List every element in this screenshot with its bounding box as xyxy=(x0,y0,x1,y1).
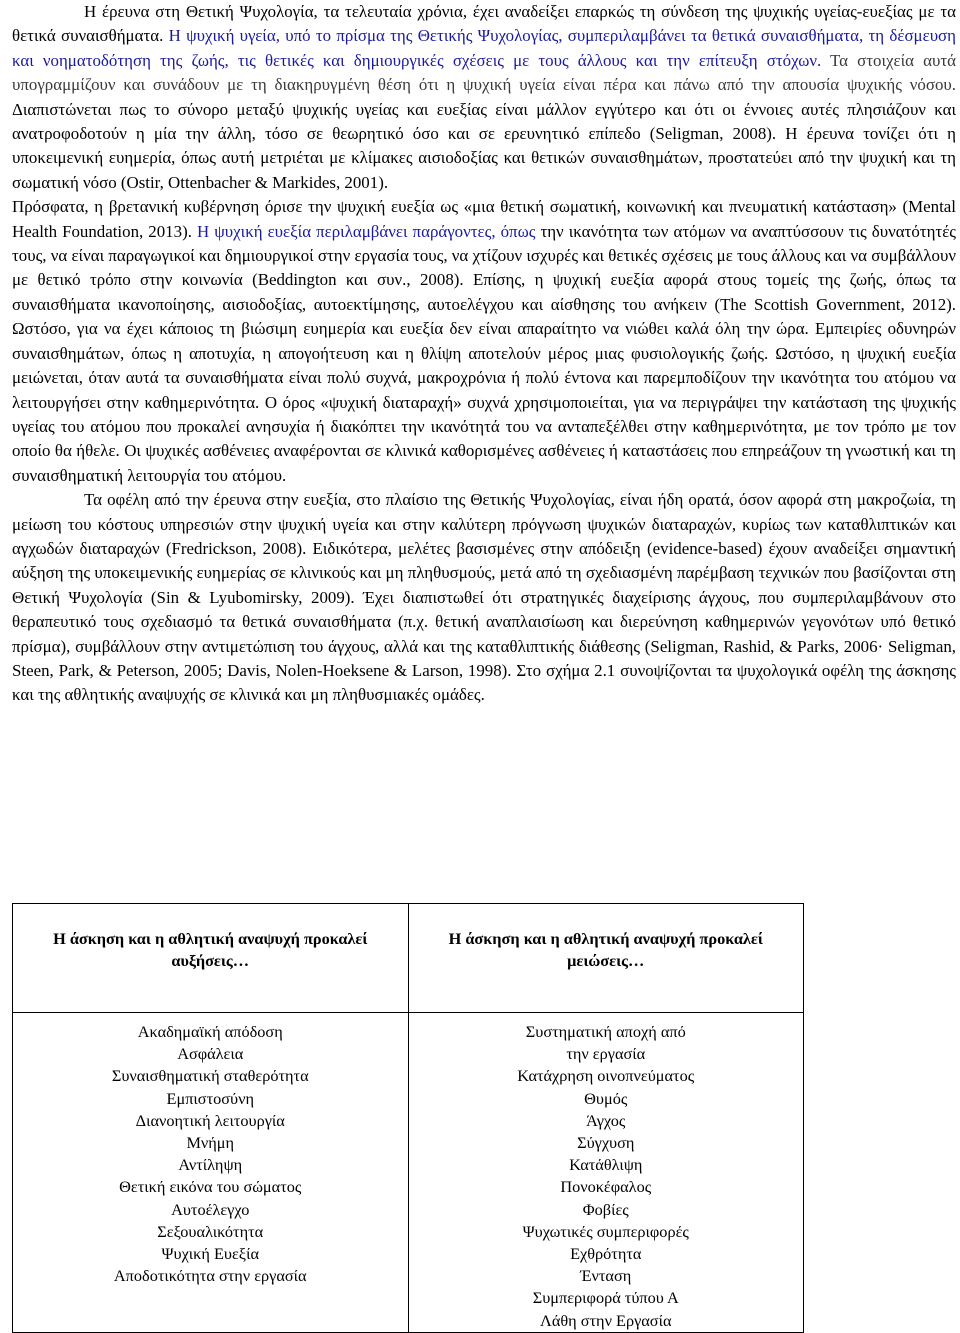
list-item: Αυτοέλεγχο xyxy=(171,1199,250,1219)
list-item: την εργασία xyxy=(566,1044,646,1064)
document-page xyxy=(12,0,956,1330)
list-item: Σεξουαλικότητα xyxy=(157,1221,264,1241)
list-item: Ένταση xyxy=(580,1266,632,1286)
decreases-list xyxy=(408,1013,804,1333)
list-item: Διανοητική λειτουργία xyxy=(135,1110,285,1130)
list-item: Αντίληψη xyxy=(178,1155,243,1175)
list-item: Ψυχική Ευεξία xyxy=(161,1244,259,1264)
list-item: Πονοκέφαλος xyxy=(560,1177,652,1197)
list-item: Εμπιστοσύνη xyxy=(166,1088,254,1108)
list-item: Ακαδημαϊκή απόδοση xyxy=(137,1022,283,1041)
table-body-row xyxy=(13,1013,804,1333)
list-item: Λάθη στην Εργασία xyxy=(540,1310,672,1330)
list-item: Αποδοτικότητα στην εργασία xyxy=(113,1266,307,1286)
list-item: Θετική εικόνα του σώματος xyxy=(119,1177,302,1197)
list-item: Εχθρότητα xyxy=(570,1244,642,1264)
list-item: Φοβίες xyxy=(582,1199,629,1219)
list-item: Άγχος xyxy=(586,1110,626,1130)
list-item: Μνήμη xyxy=(186,1133,235,1153)
list-item: Συμπεριφορά τύπου Α xyxy=(532,1288,679,1308)
paragraph-wellbeing xyxy=(12,195,956,488)
increases-header: Η άσκηση και η αθλητική αναψυχή προκαλεί αυξήσεις… xyxy=(13,904,409,1013)
list-item: Ασφάλεια xyxy=(177,1044,244,1064)
increases-list xyxy=(13,1013,409,1333)
list-item: Κατάχρηση οινοπνεύματος xyxy=(517,1066,695,1086)
paragraph-mental-health xyxy=(12,0,956,195)
decreases-header: Η άσκηση και η αθλητική αναψυχή προκαλεί μειώσεις… xyxy=(408,904,804,1013)
list-item: Ψυχωτικές συμπεριφορές xyxy=(522,1221,689,1241)
list-item: Συναισθηματική σταθερότητα xyxy=(111,1066,309,1086)
sentence: Τα στοιχεία αυτά υπογραμμίζουν και συνάδουν με τη διακηρυγμένη θέση ότι η ψυχική υγεία είναι πέρα και πάνω από την απουσία ψυχικής νόσου. xyxy=(12,50,956,95)
list-item: Κατάθλιψη xyxy=(569,1155,643,1175)
sentence: Η έρευνα τονίζει ότι η υποκειμενική ευημερία, όπως αυτή μετριέται με κλίμακες αισιοδοξίας και θετικών συναισθημάτων, προστατεύει από την ψυχική και τη σωματική νόσο (Ostir, Ottenbacher & Markides, 2001). xyxy=(12,124,956,192)
sentence: Πρόσφατα, η βρετανική κυβέρνηση όρισε την ψυχική ευεξία ως «μια θετική σωματική, κοινωνική και πνευματική κατάσταση» (Mental Health Foundation, 2013). xyxy=(12,197,956,241)
sentence: Διαπιστώνεται πως το σύνορο μεταξύ ψυχικής υγείας και ευεξίας είναι μάλλον εγγύτερο και ότι οι έννοιες αυτές πλησιάζουν και ανατροφοδοτούν η μία την άλλη, τόσο σε θεωρητικό όσο και σε ερευνητικό επίπεδο (Seligman, 2008). xyxy=(12,99,956,144)
sentence: Η ψυχική ευεξία περιλαμβάνει παράγοντες, όπως xyxy=(196,221,541,241)
paragraph-benefits: Τα οφέλη από την έρευνα στην ευεξία, στο πλαίσιο της Θετικής Ψυχολογίας, είναι ήδη ορατά, όσον αφορά στη μακροζωία, τη μείωση του κόστους υπηρεσιών στην ψυχική υγεία και στην καλύτερη πρόγνωση ψυχικών διαταραχών, κυρίως των καταθλιπτικών και αγχωδών διαταραχών (Fredrickson, 2008). Ειδικότερα, μελέτες βασισμένες στην απόδειξη (evidence-based) έχουν αναδείξει σημαντική αύξηση της υποκειμενικής ευημερίας σε κλινικούς και μη πληθυσμούς, μετά από τη σχεδιασμένη παρέμβαση τεχνικών που βασίζονται στη Θετική Ψυχολογία (Sin & Lyubomirsky, 2009). Έχει διαπιστωθεί ότι στρατηγικές διαχείρισης άγχους, που συμπεριλαμβάνουν στο θεραπευτικό τους σχεδιασμό τα θετικά συναισθήματα (π.χ. θετική αναπλαισίωση και διερεύνηση καθημερινών γεγονότων υπό θετικό πρίσμα), συμβάλλουν στην αντιμετώπιση του άγχους, αλλά και της καταθλιπτικής διάθεσης (Seligman, Rashid, & Parks, 2006· Seligman, Steen, Park, & Peterson, 2005; Davis, Nolen-Hoeksene & Larson, 1998). Στο σχήμα 2.1 συνοψίζονται τα ψυχολογικά οφέλη της άσκησης και της αθλητικής αναψυχής σε κλινικά και μη πληθυσμιακές ομάδες. xyxy=(12,490,956,705)
list-item: Θυμός xyxy=(584,1088,628,1108)
sentence: Η ψυχική υγεία, υπό το πρίσμα της Θετικής Ψυχολογίας, συμπεριλαμβάνει τα θετικά συναισθήματα, τη δέσμευση και νοηματοδότηση της ζωής, τις θετικές και δημιουργικές σχέσεις με τους άλλους και την επίτευξη στόχων. xyxy=(12,26,956,70)
exercise-effects-table xyxy=(12,903,804,1333)
list-item: Συστηματική αποχή από xyxy=(525,1022,686,1041)
sentence: την ικανότητα των ατόμων να αναπτύσσουν τις δυνατότητές τους, να είναι παραγωγικοί και δημιουργικοί στην εργασία τους, να χτίζουν ισχυρές και θετικές σχέσεις με τους άλλους και να συμβάλλουν με θετικό τρόπο στην κοινωνία (Beddington και συν., 2008). Επίσης, η ψυχική ευεξία αφορά στους τομείς της ζωής, όπως τα συναισθήματα ικανοποίησης, αισιοδοξίας, αυτοεκτίμησης, αυτοελέγχου και αίσθησης του ανήκειν (The Scottish Government, 2012). Ωστόσο, για να έχει κάποιος τη βιώσιμη ευημερία και ευεξία δεν είναι απαραίτητο να νιώθει καλά όλη την ώρα. Εμπειρίες οδυνηρών συναισθημάτων, όπως η αποτυχία, η απογοήτευση και η θλίψη αποτελούν μέρος μιας φυσιολογικής ζωής. Ωστόσο, η ψυχική ευεξία μειώνεται, όταν αυτά τα συναισθήματα είναι πολύ συχνά, μακροχρόνια ή πολύ έντονα και παρεμποδίζουν την ικανότητα του ατόμου να λειτουργήσει στην καθημερινότητα. Ο όρος «ψυχική διαταραχή» συχνά χρησιμοποιείται, για να περιγράψει την κατάσταση της ψυχικής υγείας του ατόμου που προκαλεί ανησυχία ή διακόπτει την ικανότητά του να ανταπεξέλθει στην καθημερινότητα, με τον τρόπο με τον οποίο θα ήθελε. Οι ψυχικές ασθένειες αναφέρονται σε κλινικά καθορισμένες ασθένειες ή καταστάσεις που επηρεάζουν τη γνωστική και τη συναισθηματική λειτουργία του ατόμου. xyxy=(12,221,956,485)
list-item: Σύγχυση xyxy=(577,1133,635,1153)
table-header-row xyxy=(13,904,804,1013)
sentence: Η έρευνα στη Θετική Ψυχολογία, τα τελευταία χρόνια, έχει αναδείξει επαρκώς τη σύνδεση της ψυχικής υγείας-ευεξίας με τα θετικά συναισθήματα. xyxy=(12,2,956,46)
